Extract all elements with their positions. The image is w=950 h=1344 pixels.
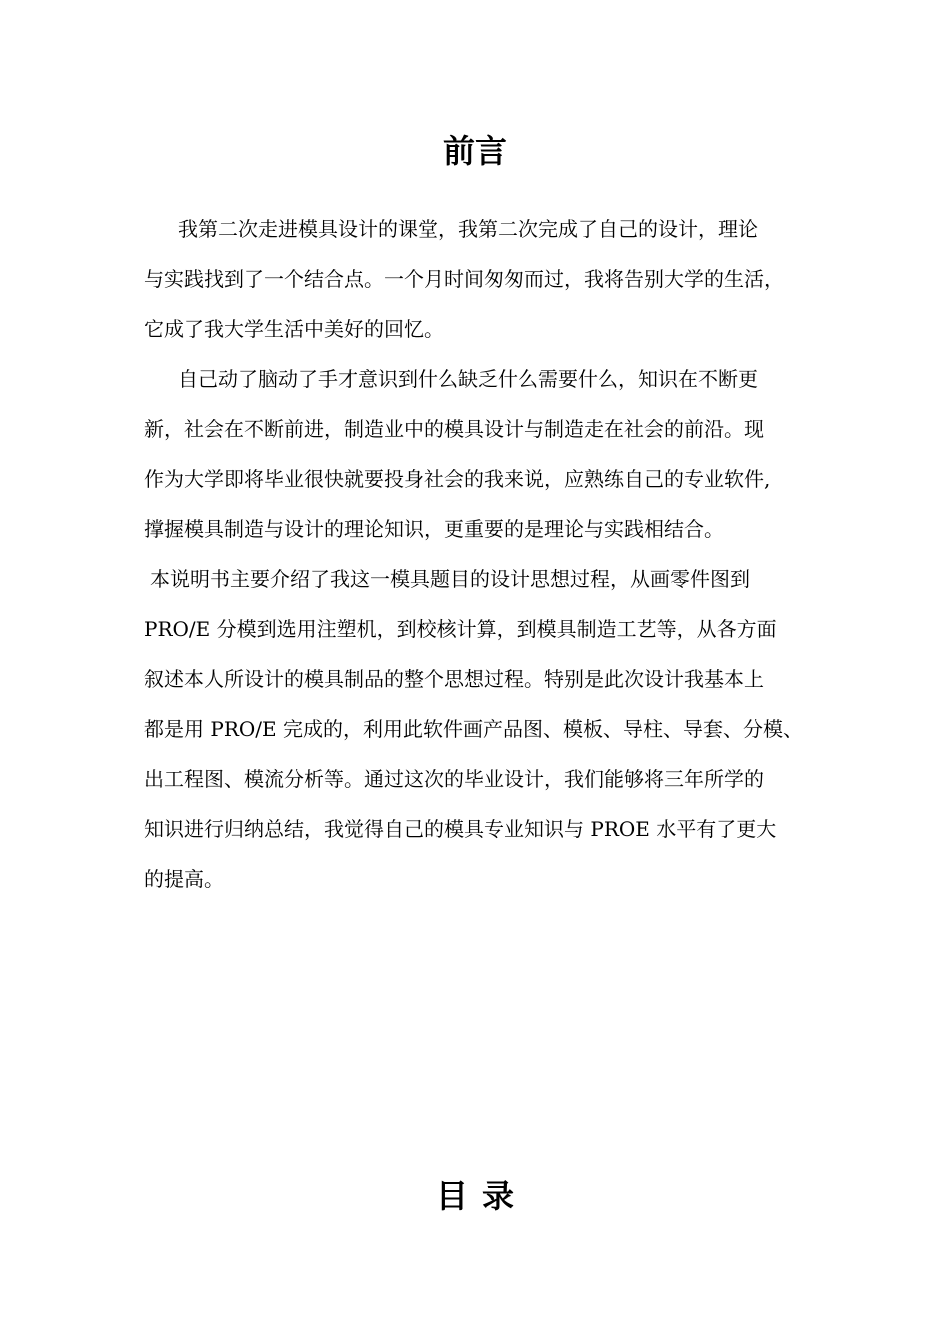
paragraph-1-line-2: 与实践找到了一个结合点。一个月时间匆匆而过，我将告别大学的生活，	[144, 267, 784, 291]
toc-title: 目录	[435, 1177, 528, 1215]
preface-body	[144, 204, 874, 904]
paragraph-3-line-3: 叙述本人所设计的模具制品的整个思想过程。特别是此次设计我基本上	[144, 667, 764, 691]
paragraph-2-line-4: 撑握模具制造与设计的理论知识，更重要的是理论与实践相结合。	[144, 517, 724, 541]
paragraph-3-line-6: 知识进行归纳总结，我觉得自己的模具专业知识与 PROE 水平有了更大	[144, 817, 777, 841]
paragraph-2-line-2: 新，社会在不断前进，制造业中的模具设计与制造走在社会的前沿。现	[144, 417, 764, 441]
paragraph-3-line-2: PRO/E 分模到选用注塑机，到校核计算，到模具制造工艺等，从各方面	[144, 617, 777, 641]
paragraph-1-line-3: 它成了我大学生活中美好的回忆。	[144, 317, 444, 341]
paragraph-3-line-1: 本说明书主要介绍了我这一模具题目的设计思想过程，从画零件图到	[150, 567, 750, 591]
paragraph-1-line-1: 我第二次走进模具设计的课堂，我第二次完成了自己的设计，理论	[178, 217, 758, 241]
paragraph-2-line-3: 作为大学即将毕业很快就要投身社会的我来说，应熟练自己的专业软件,	[144, 467, 771, 491]
paragraph-3-line-4: 都是用 PRO/E 完成的，利用此软件画产品图、模板、导柱、导套、分模、	[144, 717, 803, 741]
preface-title: 前言	[442, 132, 507, 170]
paragraph-2-line-1: 自己动了脑动了手才意识到什么缺乏什么需要什么，知识在不断更	[178, 367, 758, 391]
paragraph-3-line-7: 的提高。	[144, 867, 224, 891]
paragraph-3-line-5: 出工程图、模流分析等。通过这次的毕业设计，我们能够将三年所学的	[144, 767, 764, 791]
